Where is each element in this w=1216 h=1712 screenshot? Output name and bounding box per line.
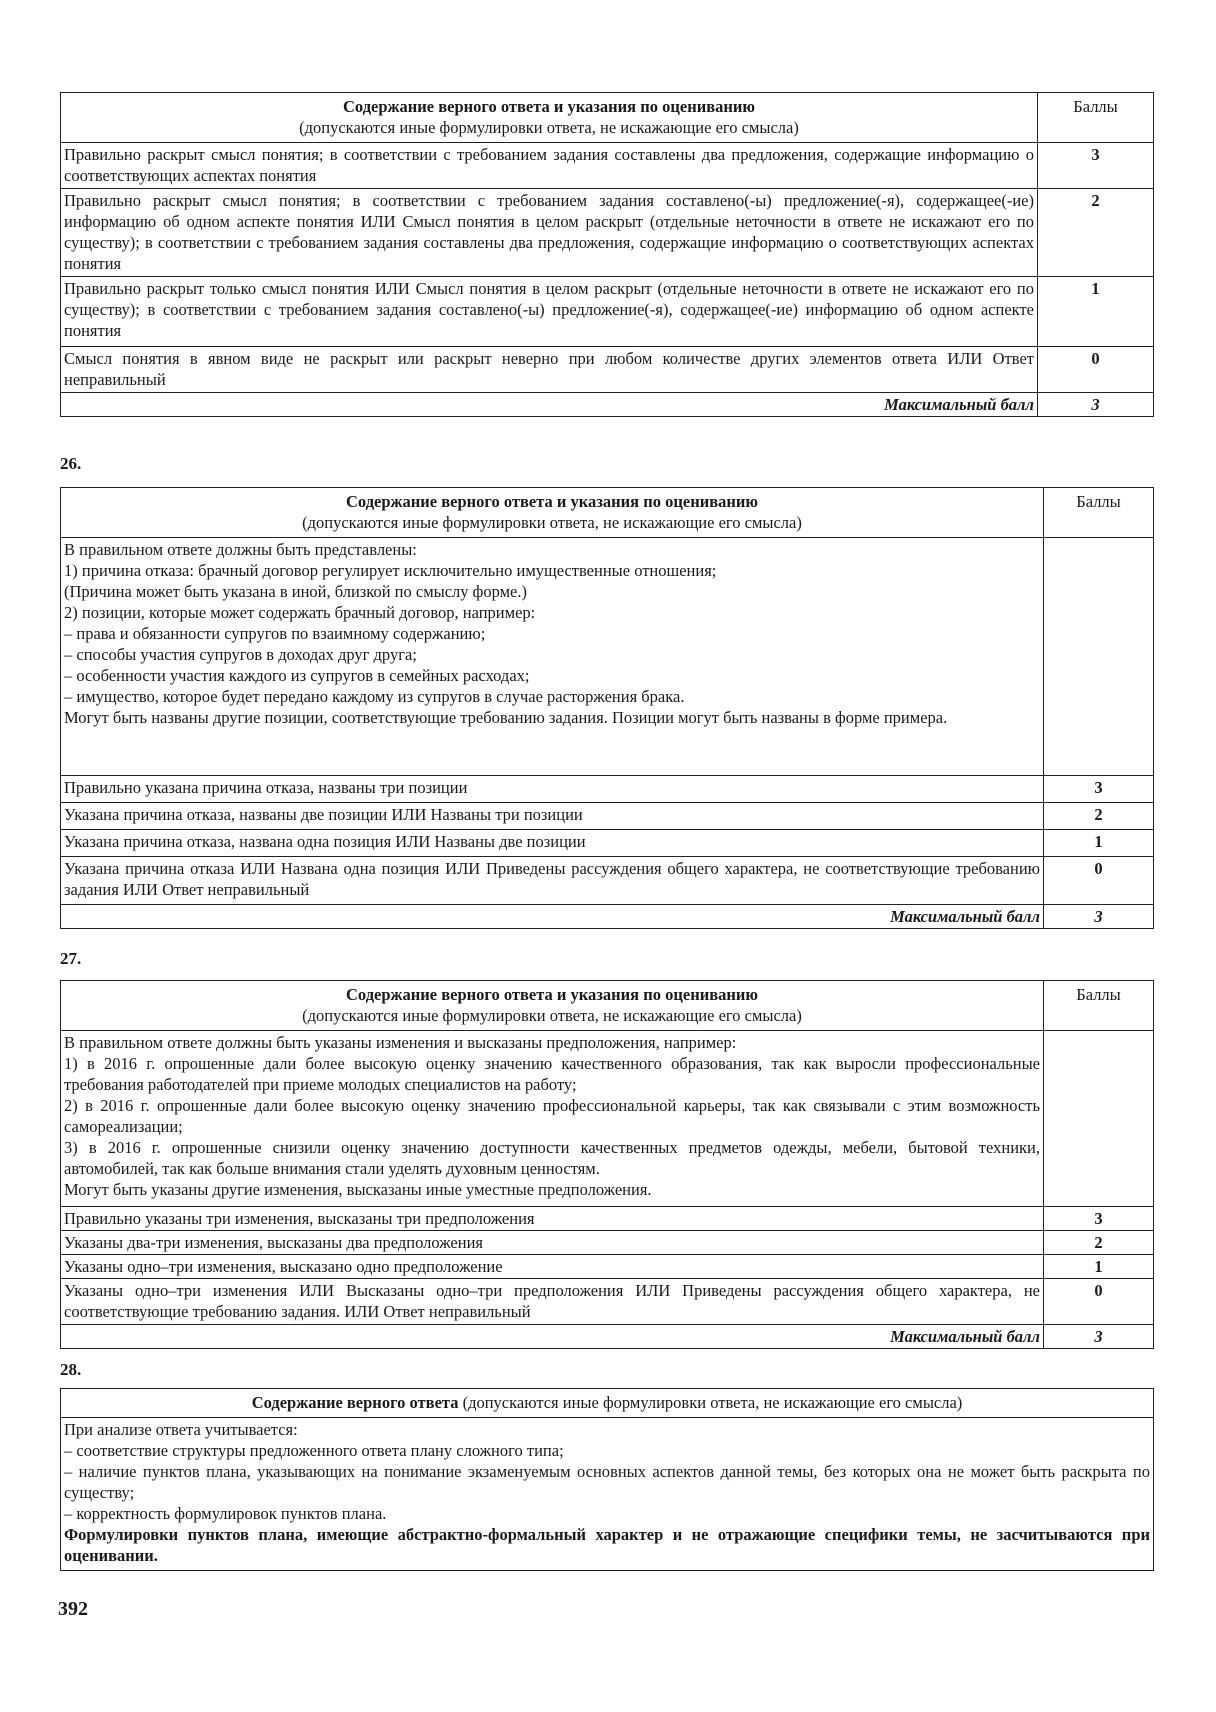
criterion-score: 3 — [1044, 1207, 1154, 1231]
content-line: Могут быть указаны другие изменения, высказаны иные уместные предположения. — [64, 1180, 652, 1199]
criterion-text: Правильно раскрыт смысл понятия; в соответствии с требованием задания составлено(-ы) предложение(-я), содержащее(-ие) информацию об одном аспекте понятия ИЛИ Смысл понятия в целом раскрыт (отдельные неточности в ответе не искажают его по существу); в соответствии с требованием задания составлены два предложения, содержащие информацию о соответствующих аспектах понятия — [61, 189, 1038, 277]
criterion-score: 1 — [1038, 277, 1154, 347]
table-row — [61, 143, 1154, 189]
content-line: В правильном ответе должны быть указаны изменения и высказаны предположения, например: — [64, 1033, 737, 1052]
content-line: В правильном ответе должны быть представлены: — [64, 540, 417, 559]
max-score-label: Максимальный балл — [61, 905, 1044, 929]
page-number: 392 — [58, 1598, 88, 1620]
table-header-row — [61, 981, 1154, 1031]
table-row — [61, 277, 1154, 347]
content-line: – корректность формулировок пунктов плана. — [64, 1504, 387, 1523]
content-header — [61, 1389, 1154, 1418]
max-score-row — [61, 393, 1154, 417]
task-number-26: 26. — [60, 454, 82, 473]
answer-content — [61, 538, 1044, 776]
max-score-row — [61, 1325, 1154, 1349]
table-header-row — [61, 93, 1154, 143]
content-line: Могут быть названы другие позиции, соответствующие требованию задания. Позиции могут быть названы в форме примера. — [64, 708, 948, 727]
max-score-value: 3 — [1044, 1325, 1154, 1349]
content-line: – наличие пунктов плана, указывающих на понимание экзаменуемым основных аспектов данной темы, без которых она не может быть раскрыта по существу; — [64, 1462, 1150, 1502]
criterion-score: 0 — [1044, 857, 1154, 905]
content-line: (Причина может быть указана в иной, близкой по смыслу форме.) — [64, 582, 527, 601]
criterion-text: Указаны одно–три изменения, высказано одно предположение — [61, 1255, 1044, 1279]
header-subtitle: (допускаются иные формулировки ответа, не искажающие его смысла) — [302, 513, 802, 532]
table-row — [61, 1231, 1154, 1255]
content-line: – способы участия супругов в доходах друг друга; — [64, 645, 417, 664]
content-line: 2) позиции, которые может содержать брачный договор, например: — [64, 603, 536, 622]
criterion-text: Указана причина отказа, названы две позиции ИЛИ Названы три позиции — [61, 803, 1044, 830]
criterion-text: Правильно указана причина отказа, названы три позиции — [61, 776, 1044, 803]
content-line: 1) причина отказа: брачный договор регулирует исключительно имущественные отношения; — [64, 561, 717, 580]
criterion-score: 0 — [1044, 1279, 1154, 1325]
table-header-row — [61, 488, 1154, 538]
criterion-score: 1 — [1044, 1255, 1154, 1279]
header-title: Содержание верного ответа и указания по оцениванию — [346, 985, 758, 1004]
table-row — [61, 1279, 1154, 1325]
content-line: – особенности участия каждого из супругов в семейных расходах; — [64, 666, 530, 685]
header-subtitle: (допускаются иные формулировки ответа, не искажающие его смысла) — [299, 118, 799, 137]
task26-criteria-table — [60, 487, 1154, 929]
criterion-text: Указаны одно–три изменения ИЛИ Высказаны одно–три предположения ИЛИ Приведены рассуждения общего характера, не соответствующие требованию задания. ИЛИ Ответ неправильный — [61, 1279, 1044, 1325]
max-score-label: Максимальный балл — [61, 1325, 1044, 1349]
content-line: – права и обязанности супругов по взаимному содержанию; — [64, 624, 486, 643]
empty-score-cell — [1044, 538, 1154, 776]
header-title: Содержание верного ответа и указания по оцениванию — [346, 492, 758, 511]
content-line: 2) в 2016 г. опрошенные дали более высокую оценку значению профессиональной карьеры, так как связывали с этим возможность самореализации; — [64, 1096, 1040, 1136]
criterion-score: 3 — [1044, 776, 1154, 803]
criterion-text: Смысл понятия в явном виде не раскрыт или раскрыт неверно при любом количестве других элементов ответа ИЛИ Ответ неправильный — [61, 347, 1038, 393]
answer-content-row — [61, 538, 1154, 776]
content-line: При анализе ответа учитывается: — [64, 1420, 298, 1439]
content-line: – соответствие структуры предложенного ответа плану сложного типа; — [64, 1441, 564, 1460]
answer-content-row — [61, 1031, 1154, 1207]
criterion-text: Правильно раскрыт смысл понятия; в соответствии с требованием задания составлены два предложения, содержащие информацию о соответствующих аспектах понятия — [61, 143, 1038, 189]
criterion-text: Указаны два-три изменения, высказаны два предположения — [61, 1231, 1044, 1255]
header-title: Содержание верного ответа — [251, 1393, 459, 1412]
criterion-score: 2 — [1044, 803, 1154, 830]
content-line: – имущество, которое будет передано каждому из супругов в случае расторжения брака. — [64, 687, 685, 706]
criterion-score: 3 — [1038, 143, 1154, 189]
score-header: Баллы — [1044, 981, 1154, 1031]
criterion-score: 2 — [1038, 189, 1154, 277]
task28-criteria-table — [60, 1388, 1154, 1571]
max-score-value: 3 — [1044, 905, 1154, 929]
header-subtitle: (допускаются иные формулировки ответа, не искажающие его смысла) — [458, 1393, 963, 1412]
criterion-text: Правильно раскрыт только смысл понятия ИЛИ Смысл понятия в целом раскрыт (отдельные неточности в ответе не искажают его по существу); в соответствии с требованием задания составлено(-ы) предложение(-я), содержащее(-ие) информацию об одном аспекте понятия — [61, 277, 1038, 347]
content-line: 1) в 2016 г. опрошенные дали более высокую оценку значению качественного образования, так как выросли профессиональные требования работодателей при приеме молодых специалистов на работу; — [64, 1054, 1040, 1094]
header-subtitle: (допускаются иные формулировки ответа, не искажающие его смысла) — [302, 1006, 802, 1025]
content-header — [61, 981, 1044, 1031]
answer-content — [61, 1418, 1154, 1571]
table-row — [61, 857, 1154, 905]
criterion-text: Указана причина отказа, названа одна позиция ИЛИ Названы две позиции — [61, 830, 1044, 857]
content-header — [61, 93, 1038, 143]
criterion-score: 1 — [1044, 830, 1154, 857]
answer-content — [61, 1031, 1044, 1207]
table-row — [61, 830, 1154, 857]
table-row — [61, 189, 1154, 277]
criterion-score: 0 — [1038, 347, 1154, 393]
content-header — [61, 488, 1044, 538]
criterion-text: Правильно указаны три изменения, высказаны три предположения — [61, 1207, 1044, 1231]
score-header: Баллы — [1038, 93, 1154, 143]
table-header-row — [61, 1389, 1154, 1418]
table-row — [61, 347, 1154, 393]
content-line: 3) в 2016 г. опрошенные снизили оценку значению доступности качественных предметов одежды, мебели, бытовой техники, автомобилей, так как больше внимания стали уделять духовным ценностям. — [64, 1138, 1040, 1178]
score-header: Баллы — [1044, 488, 1154, 538]
table-row — [61, 1255, 1154, 1279]
table-row — [61, 803, 1154, 830]
task27-criteria-table — [60, 980, 1154, 1349]
answer-content-row — [61, 1418, 1154, 1571]
criterion-text: Указана причина отказа ИЛИ Названа одна позиция ИЛИ Приведены рассуждения общего характера, не соответствующие требованию задания ИЛИ Ответ неправильный — [61, 857, 1044, 905]
empty-score-cell — [1044, 1031, 1154, 1207]
criterion-score: 2 — [1044, 1231, 1154, 1255]
task-number-27: 27. — [60, 949, 82, 968]
max-score-row — [61, 905, 1154, 929]
table-row — [61, 1207, 1154, 1231]
task25-criteria-table — [60, 92, 1154, 417]
max-score-label: Максимальный балл — [61, 393, 1038, 417]
header-title: Содержание верного ответа и указания по оцениванию — [343, 97, 755, 116]
task-number-28: 28. — [60, 1360, 82, 1379]
table-row — [61, 776, 1154, 803]
grading-note: Формулировки пунктов плана, имеющие абстрактно-формальный характер и не отражающие специфики темы, не засчитываются при оценивании. — [64, 1525, 1150, 1565]
max-score-value: 3 — [1038, 393, 1154, 417]
